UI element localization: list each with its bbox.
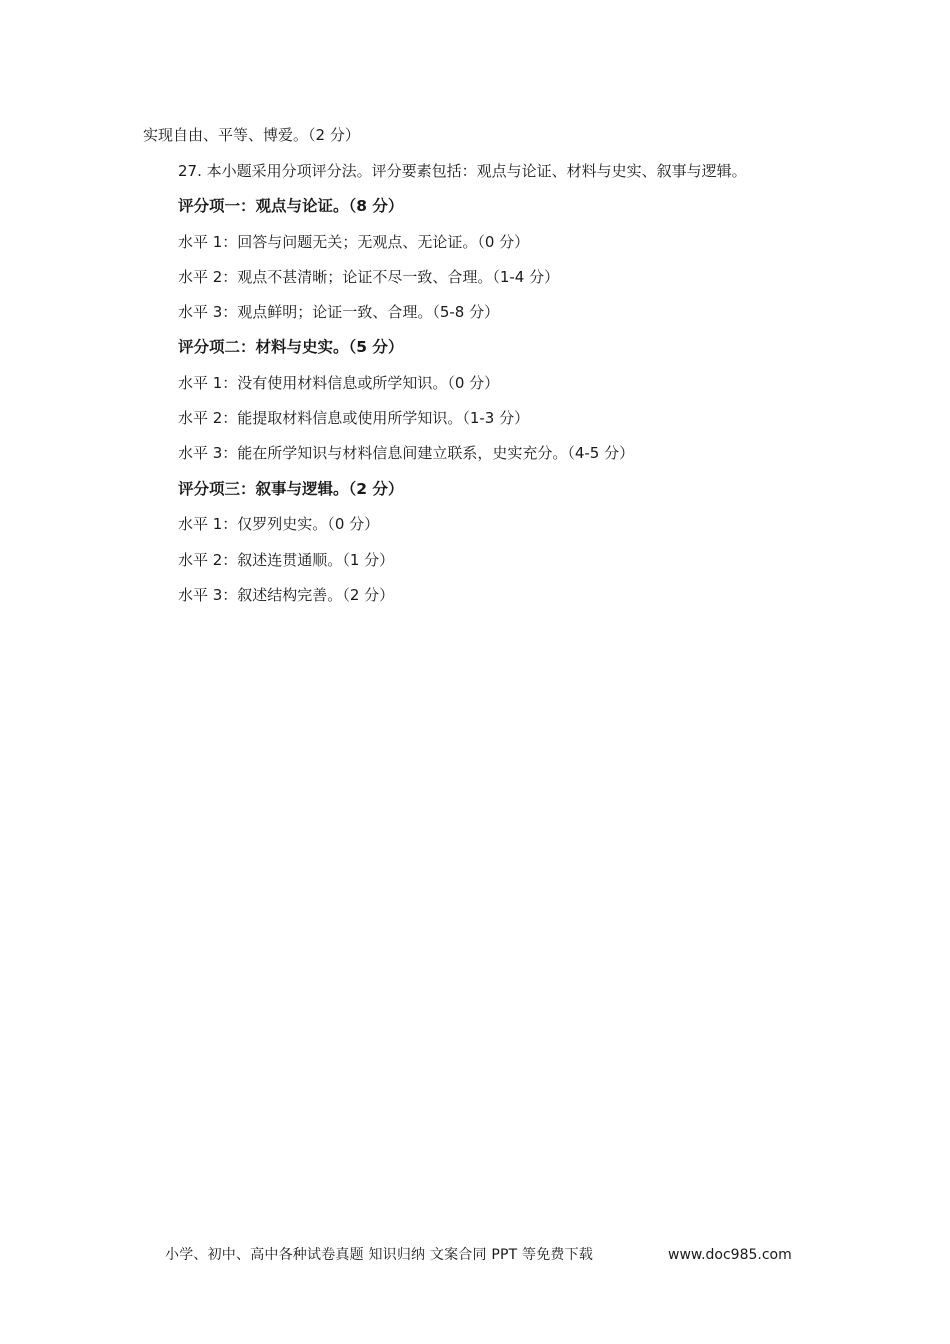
- scoring-item-2-heading: 评分项二：材料与史实。（5 分）: [178, 338, 404, 356]
- scoring-item-1-heading: 评分项一：观点与论证。（8 分）: [178, 197, 404, 215]
- scoring-item-1-level-2: 水平 2：观点不甚清晰；论证不尽一致、合理。（1-4 分）: [178, 268, 560, 286]
- scoring-item-3-level-1: 水平 1：仅罗列史实。（0 分）: [178, 515, 380, 533]
- scoring-item-3-heading: 评分项三：叙事与逻辑。（2 分）: [178, 480, 404, 498]
- scoring-item-1-level-1: 水平 1：回答与问题无关；无观点、无论证。（0 分）: [178, 233, 530, 251]
- scoring-item-2-level-2: 水平 2：能提取材料信息或使用所学知识。（1-3 分）: [178, 409, 530, 427]
- scoring-item-1-level-3: 水平 3：观点鲜明；论证一致、合理。（5-8 分）: [178, 303, 500, 321]
- question-27-scoring-intro: 27. 本小题采用分项评分法。评分要素包括：观点与论证、材料与史实、叙事与逻辑。: [178, 162, 747, 180]
- scoring-item-2-level-1: 水平 1：没有使用材料信息或所学知识。（0 分）: [178, 374, 500, 392]
- answer-continuation-text: 实现自由、平等、博爱。（2 分）: [143, 126, 360, 144]
- scoring-item-3-level-2: 水平 2：叙述连贯通顺。（1 分）: [178, 551, 395, 569]
- footer-promo-text: 小学、初中、高中各种试卷真题 知识归纳 文案合同 PPT 等免费下载: [165, 1247, 594, 1263]
- scoring-item-2-level-3: 水平 3：能在所学知识与材料信息间建立联系，史实充分。（4-5 分）: [178, 444, 635, 462]
- footer-site-link[interactable]: www.doc985.com: [668, 1247, 792, 1263]
- scoring-item-3-level-3: 水平 3：叙述结构完善。（2 分）: [178, 586, 395, 604]
